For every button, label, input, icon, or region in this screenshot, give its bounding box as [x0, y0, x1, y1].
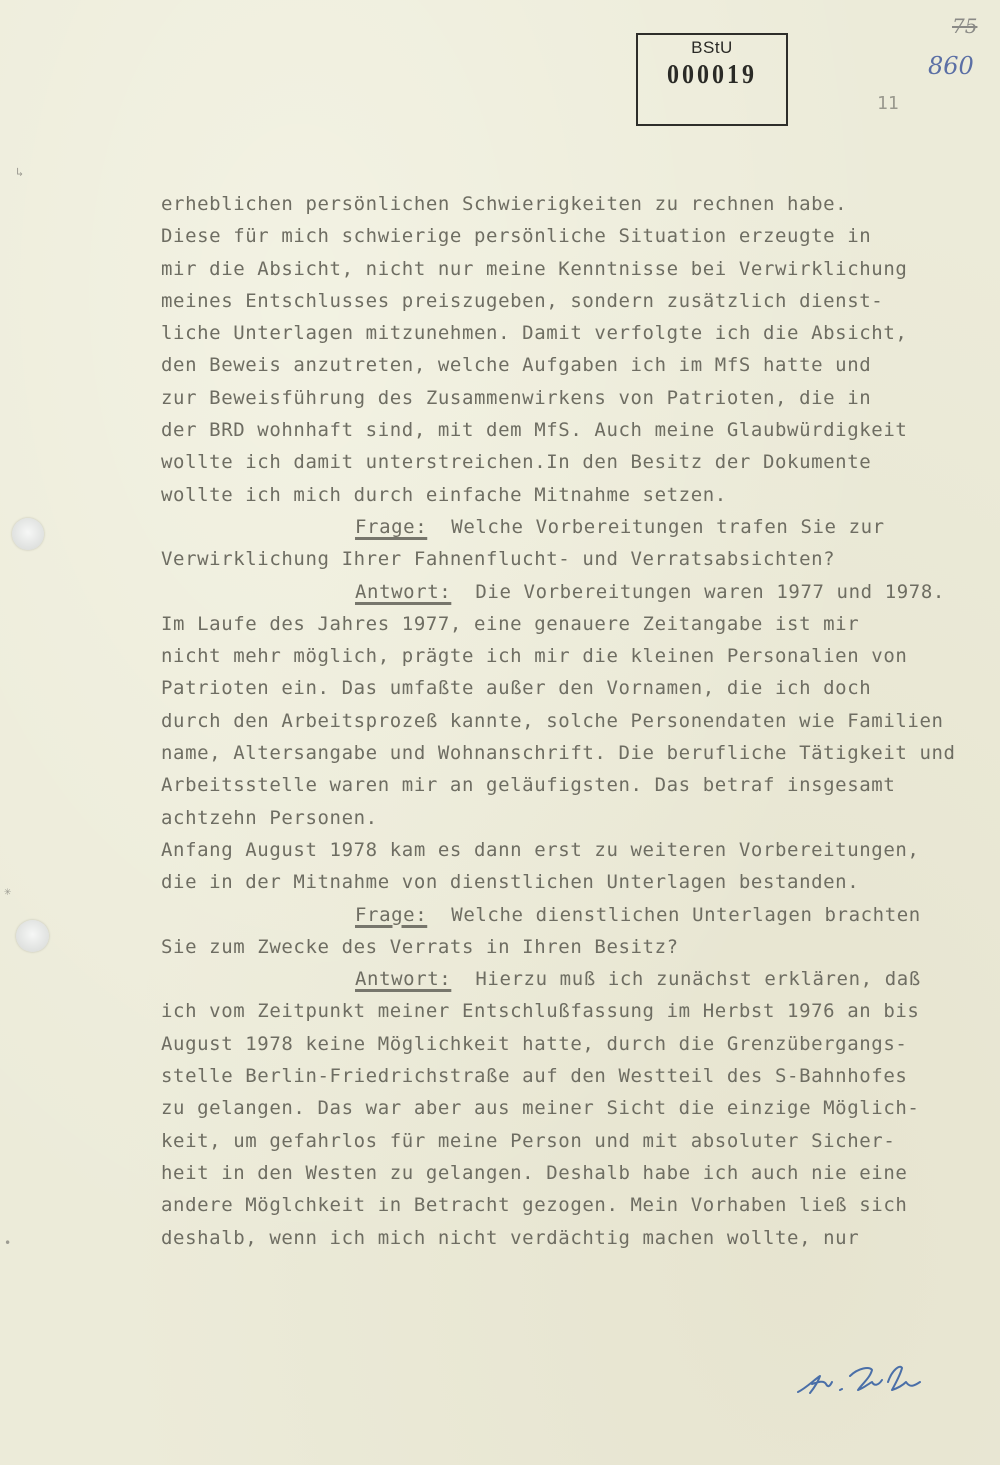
handwritten-folio-number: 860 — [928, 52, 974, 80]
line-text: zu gelangen. Das war aber aus meiner Sicht die einzige Möglich- — [161, 1097, 920, 1120]
text-line — [161, 1157, 1000, 1189]
text-line — [161, 220, 1000, 252]
text-line — [161, 672, 1000, 704]
line-text: heit in den Westen zu gelangen. Deshalb habe ich auch nie eine — [161, 1161, 908, 1184]
line-text: die in der Mitnahme von dienstlichen Unterlagen bestanden. — [161, 871, 860, 894]
text-line — [161, 737, 1000, 769]
page-number: 11 — [877, 93, 899, 114]
line-text: August 1978 keine Möglichkeit hatte, durch die Grenzübergangs- — [161, 1032, 908, 1055]
question-label: Frage: — [355, 903, 428, 926]
text-line — [161, 705, 1000, 737]
line-text: wollte ich mich durch einfache Mitnahme setzen. — [161, 483, 727, 506]
text-line — [161, 995, 1000, 1027]
margin-mark: • — [4, 1236, 12, 1250]
answer-label: Antwort: — [355, 580, 452, 603]
line-text: liche Unterlagen mitzunehmen. Damit verfolgte ich die Absicht, — [161, 322, 908, 345]
signature — [796, 1360, 936, 1400]
typed-body-text — [161, 188, 1000, 1254]
handwritten-struck-number: 75 — [952, 14, 978, 38]
text-line — [161, 866, 1000, 898]
line-text: Anfang August 1978 kam es dann erst zu weiteren Vorbereitungen, — [161, 838, 920, 861]
text-line — [161, 834, 1000, 866]
line-text: nicht mehr möglich, prägte ich mir die kleinen Personalien von — [161, 645, 908, 668]
margin-mark: ✳ — [4, 884, 12, 898]
text-line — [161, 1222, 1000, 1254]
text-line — [161, 1092, 1000, 1124]
text-line — [161, 769, 1000, 801]
punch-hole-bottom — [16, 920, 49, 952]
line-text: name, Altersangabe und Wohnanschrift. Die berufliche Tätigkeit und — [161, 742, 956, 765]
line-text: zur Beweisführung des Zusammenwirkens von Patrioten, die in — [161, 386, 872, 409]
text-line — [161, 317, 1000, 349]
stamp-title: BStU — [691, 38, 733, 57]
text-line — [161, 414, 1000, 446]
line-text: Sie zum Zwecke des Verrats in Ihren Besitz? — [161, 935, 679, 958]
question-line — [161, 511, 1000, 543]
text-line — [161, 1189, 1000, 1221]
archive-stamp — [636, 33, 788, 126]
line-text: Arbeitsstelle waren mir an geläufigsten. Das betraf insgesamt — [161, 774, 896, 797]
punch-hole-top — [12, 518, 44, 550]
line-text: meines Entschlusses preiszugeben, sondern zusätzlich dienst- — [161, 289, 884, 312]
question-label: Frage: — [355, 515, 428, 538]
text-line — [161, 285, 1000, 317]
text-line — [161, 253, 1000, 285]
text-line — [161, 1028, 1000, 1060]
line-text: erheblichen persönlichen Schwierigkeiten zu rechnen habe. — [161, 193, 848, 215]
line-text: durch den Arbeitsprozeß kannte, solche Personendaten wie Familien — [161, 709, 944, 732]
line-text: keit, um gefahrlos für meine Person und mit absoluter Sicher- — [161, 1129, 896, 1152]
text-line — [161, 608, 1000, 640]
line-text: Die Vorbereitungen waren 1977 und 1978. — [451, 580, 945, 603]
line-text: andere Möglchkeit in Betracht gezogen. Mein Vorhaben ließ sich — [161, 1194, 908, 1217]
text-line — [161, 446, 1000, 478]
line-text: stelle Berlin-Friedrichstraße auf den Westteil des S-Bahnhofes — [161, 1065, 908, 1088]
text-line — [161, 1060, 1000, 1092]
line-text: Patrioten ein. Das umfaßte außer den Vornamen, die ich doch — [161, 677, 872, 700]
text-line — [161, 802, 1000, 834]
text-line — [161, 349, 1000, 381]
text-line — [161, 543, 1000, 575]
line-text: Verwirklichung Ihrer Fahnenflucht- und Verratsabsichten? — [161, 548, 836, 571]
line-text: Im Laufe des Jahres 1977, eine genauere Zeitangabe ist mir — [161, 612, 860, 635]
stamp-number: 000019 — [667, 59, 757, 90]
line-text: Welche dienstlichen Unterlagen brachten — [427, 903, 921, 926]
text-line — [161, 640, 1000, 672]
line-text: deshalb, wenn ich mich nicht verdächtig machen wollte, nur — [161, 1226, 860, 1249]
answer-line — [161, 963, 1000, 995]
line-text: mir die Absicht, nicht nur meine Kenntnisse bei Verwirklichung — [161, 257, 908, 280]
text-line — [161, 1125, 1000, 1157]
line-text: achtzehn Personen. — [161, 806, 378, 829]
text-line — [161, 382, 1000, 414]
line-text: ich vom Zeitpunkt meiner Entschlußfassung im Herbst 1976 an bis — [161, 1000, 920, 1023]
line-text: Hierzu muß ich zunächst erklären, daß — [451, 968, 921, 991]
text-line — [161, 479, 1000, 511]
line-text: Diese für mich schwierige persönliche Situation erzeugte in — [161, 225, 872, 248]
line-text: den Beweis anzutreten, welche Aufgaben ich im MfS hatte und — [161, 354, 872, 377]
line-text: wollte ich damit unterstreichen.In den Besitz der Dokumente — [161, 451, 872, 474]
text-line — [161, 188, 1000, 220]
text-line — [161, 931, 1000, 963]
line-text: Welche Vorbereitungen trafen Sie zur — [427, 515, 885, 538]
line-text: der BRD wohnhaft sind, mit dem MfS. Auch meine Glaubwürdigkeit — [161, 419, 908, 442]
margin-mark: ↳ — [16, 165, 24, 179]
answer-line — [161, 576, 1000, 608]
question-line — [161, 899, 1000, 931]
answer-label: Antwort: — [355, 968, 452, 991]
